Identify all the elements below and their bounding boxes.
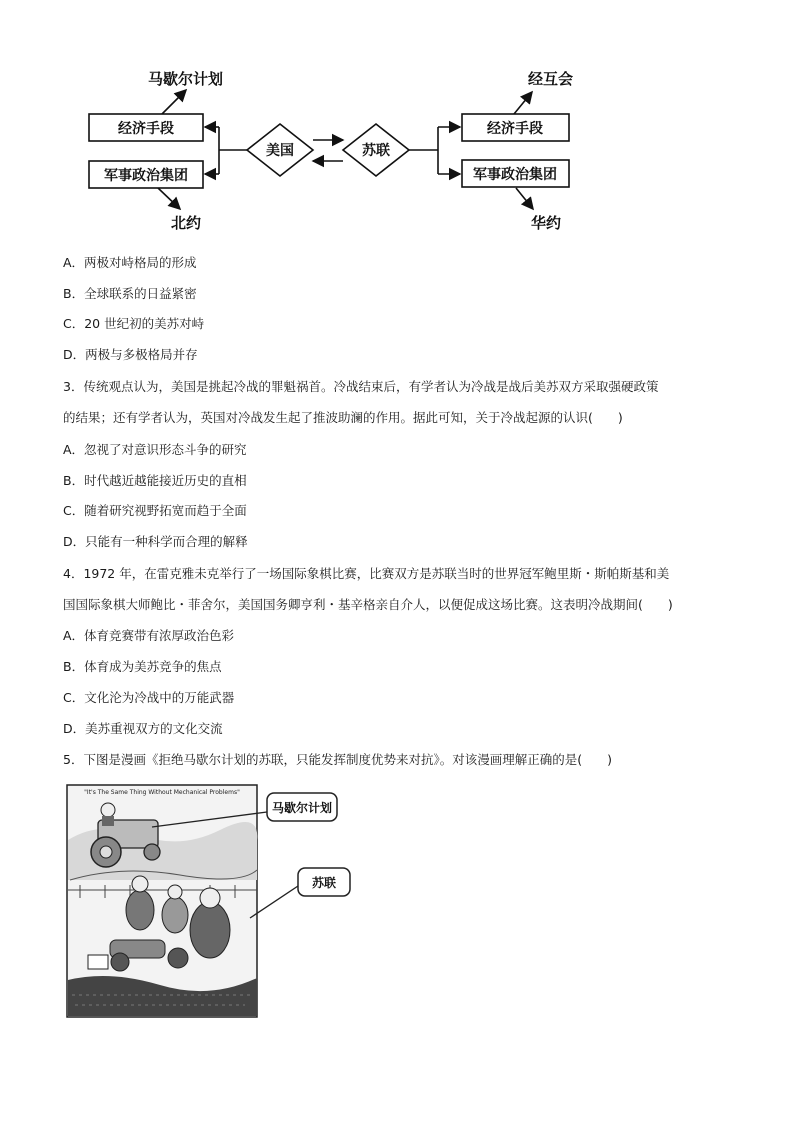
q3-stem-line2: 的结果；还有学者认为，英国对冷战发生起了推波助澜的作用。据此可知，关于冷战起源的认识( ): [63, 410, 623, 425]
ussr-label: 苏联: [362, 143, 390, 159]
q2-option-b: B．全球联系的日益紧密: [63, 286, 197, 301]
q4-option-b: B．体育成为美苏竞争的焦点: [63, 659, 222, 674]
q2-option-a: A．两极对峙格局的形成: [63, 255, 197, 270]
q5-stem: 5．下图是漫画《拒绝马歇尔计划的苏联，只能发挥制度优势来对抗》。对该漫画理解正确的是( ): [63, 752, 612, 767]
cartoon-caption: "It's The Same Thing Without Mechanical Problems": [84, 789, 240, 796]
arrow-marshall: [162, 90, 186, 114]
q4-option-c: C．文化沦为冷战中的万能武器: [63, 690, 235, 705]
arrow-warsaw: [516, 188, 533, 209]
callout-marshall-plan: 马歇尔计划: [271, 801, 333, 815]
q3-option-c: C．随着研究视野拓宽而趋于全面: [63, 503, 247, 518]
q4-option-a: A．体育竞赛带有浓厚政治色彩: [63, 628, 235, 643]
q3-option-b: B．时代越近越能接近历史的直相: [63, 473, 247, 488]
left-economic-label: 经济手段: [118, 121, 174, 137]
q2-option-c: C．20 世纪初的美苏对峙: [63, 316, 205, 331]
cartoon-figure: [60, 780, 360, 1025]
callout-ussr: 苏联: [311, 876, 337, 890]
usa-label: 美国: [266, 143, 294, 159]
q3-stem-line1: 3．传统观点认为，美国是挑起冷战的罪魁祸首。冷战结束后，有学者认为冷战是战后美苏双方采取强硬政策: [63, 379, 659, 394]
q4-stem-line1: 4．1972 年，在雷克雅未克举行了一场国际象棋比赛，比赛双方是苏联当时的世界冠军鲍里斯・斯帕斯基和美: [63, 566, 670, 581]
label-nato: 北约: [171, 214, 202, 232]
arrow-comecon: [514, 92, 532, 114]
q3-option-d: D．只能有一种科学而合理的解释: [63, 534, 248, 549]
q3-option-a: A．忽视了对意识形态斗争的研究: [63, 442, 247, 457]
left-military-label: 军事政治集团: [104, 168, 188, 184]
q4-stem-line2: 国国际象棋大师鲍比・菲舍尔，美国国务卿亨利・基辛格亲自介人，以便促成这场比赛。这表明冷战期间( ): [63, 597, 673, 612]
right-military-label: 军事政治集团: [473, 167, 557, 183]
arrow-nato: [158, 188, 180, 209]
label-warsaw-pact: 华约: [531, 214, 562, 232]
label-marshall-plan: 马歇尔计划: [148, 70, 224, 88]
q4-option-d: D．美苏重视双方的文化交流: [63, 721, 223, 736]
label-comecon: 经互会: [528, 70, 574, 88]
cold-war-diagram: [0, 0, 794, 245]
q2-option-d: D．两极与多极格局并存: [63, 347, 198, 362]
right-economic-label: 经济手段: [487, 121, 543, 137]
